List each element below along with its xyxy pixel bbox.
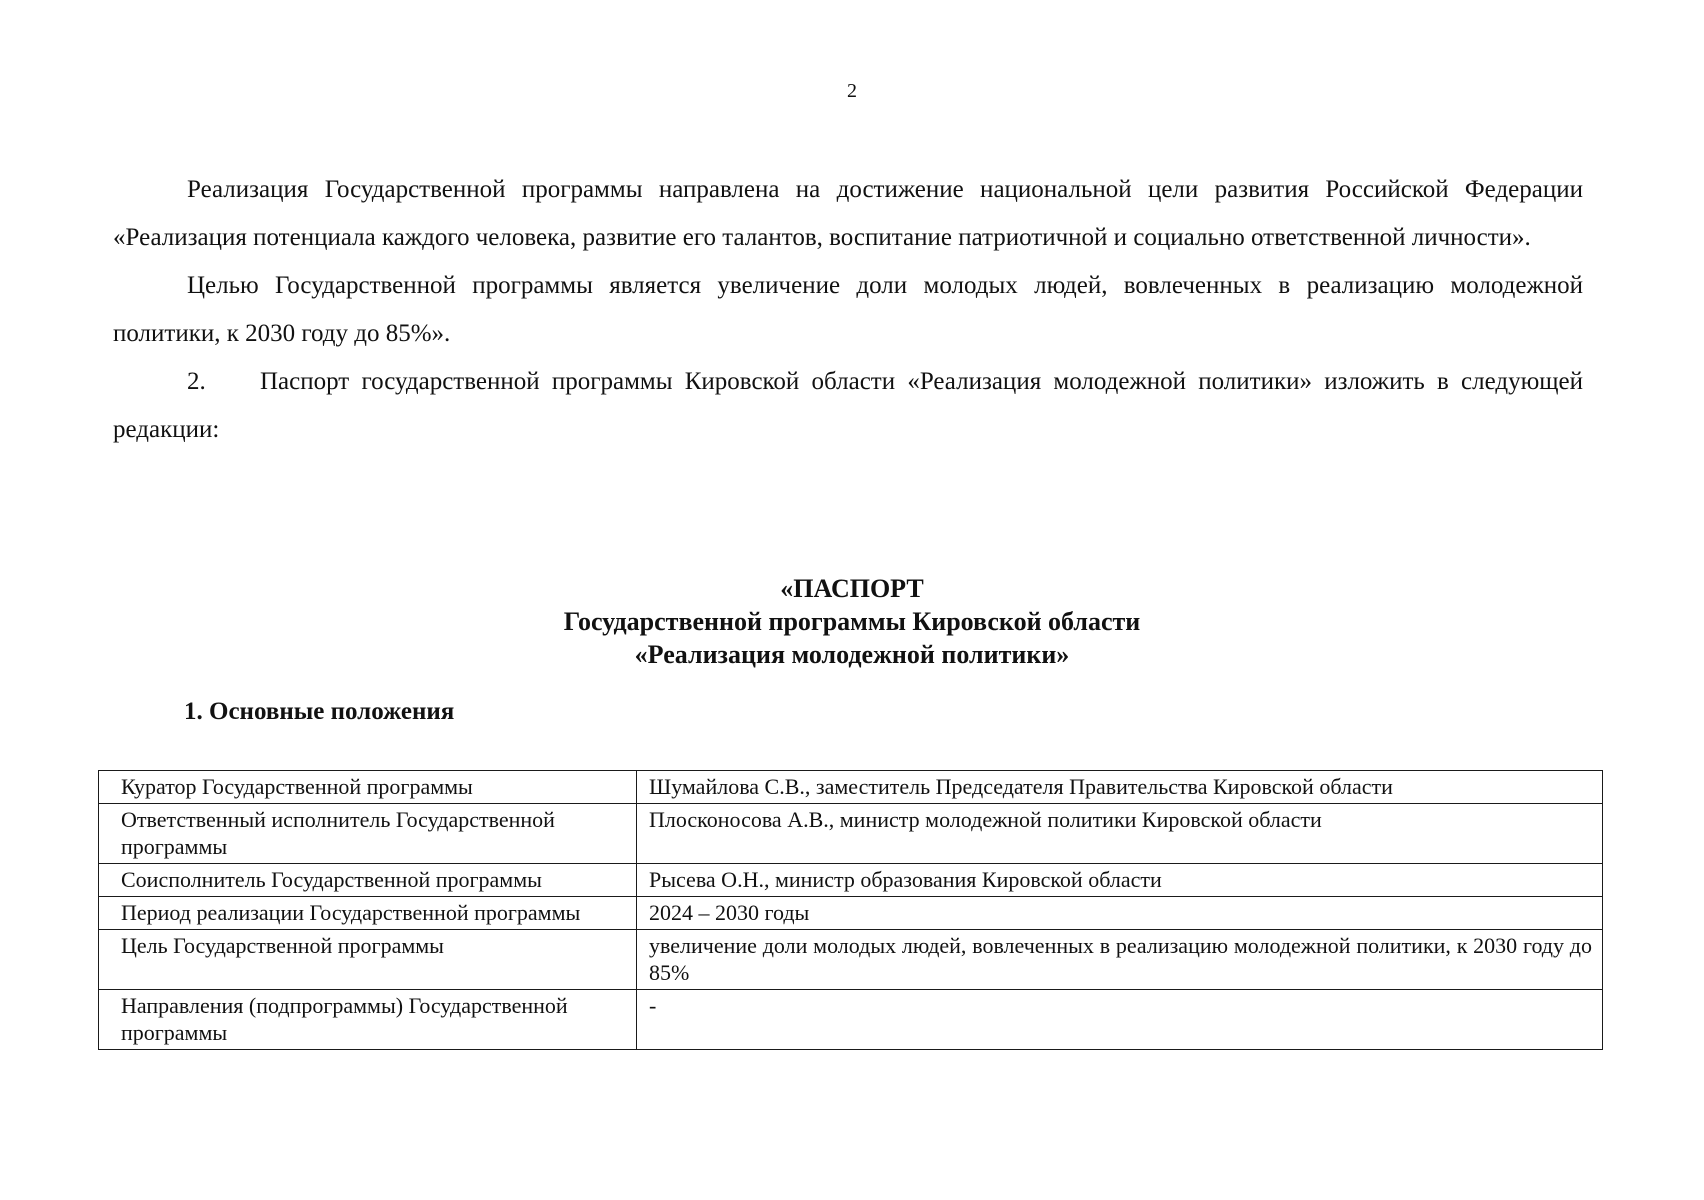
- passport-title-line-3: «Реализация молодежной политики»: [634, 640, 1070, 669]
- table-cell-value: -: [637, 990, 1603, 1050]
- section-heading: 1. Основные положения: [184, 698, 455, 725]
- table-row: [99, 864, 1603, 897]
- table-cell-label: Цель Государственной программы: [99, 930, 637, 990]
- passport-table: [98, 770, 1603, 1050]
- table-cell-label: Ответственный исполнитель Государственной программы: [99, 804, 637, 864]
- table-cell-value: Рысева О.Н., министр образования Кировской области: [637, 864, 1603, 897]
- table-row: [99, 897, 1603, 930]
- numbered-item: [113, 358, 1583, 454]
- table-cell-label: Соисполнитель Государственной программы: [99, 864, 637, 897]
- intro-text: [113, 166, 1583, 454]
- table-cell-value: 2024 – 2030 годы: [637, 897, 1603, 930]
- passport-title-line-1: «ПАСПОРТ: [780, 574, 924, 603]
- paragraph-program-goal: Целью Государственной программы является увеличение доли молодых людей, вовлеченных в реализацию молодежной политики, к 2030 году до 85%».: [113, 272, 1583, 347]
- table-cell-label: Куратор Государственной программы: [99, 771, 637, 804]
- paragraph-national-goal: Реализация Государственной программы направлена на достижение национальной цели развития Российской Федерации «Реализация потенциала каждого человека, развитие его талантов, воспитание патриотичной и социально ответственной личности».: [113, 176, 1583, 251]
- table-row: [99, 930, 1603, 990]
- numbered-item-text: Паспорт государственной программы Кировской области «Реализация молодежной политики» изложить в следующей редакции:: [113, 368, 1583, 443]
- table-cell-label: Направления (подпрограммы) Государственной программы: [99, 990, 637, 1050]
- table-cell-value: Плосконосова А.В., министр молодежной политики Кировской области: [637, 804, 1603, 864]
- table-row: [99, 804, 1603, 864]
- table-row: [99, 990, 1603, 1050]
- passport-title-line-2: Государственной программы Кировской области: [563, 607, 1141, 636]
- numbered-item-number: 2.: [187, 368, 206, 395]
- passport-title: [0, 572, 1704, 671]
- table-cell-value: Шумайлова С.В., заместитель Председателя Правительства Кировской области: [637, 771, 1603, 804]
- table-row: [99, 771, 1603, 804]
- page-number: 2: [847, 80, 857, 102]
- table-cell-value: увеличение доли молодых людей, вовлеченных в реализацию молодежной политики, к 2030 году до 85%: [637, 930, 1603, 990]
- table-cell-label: Период реализации Государственной программы: [99, 897, 637, 930]
